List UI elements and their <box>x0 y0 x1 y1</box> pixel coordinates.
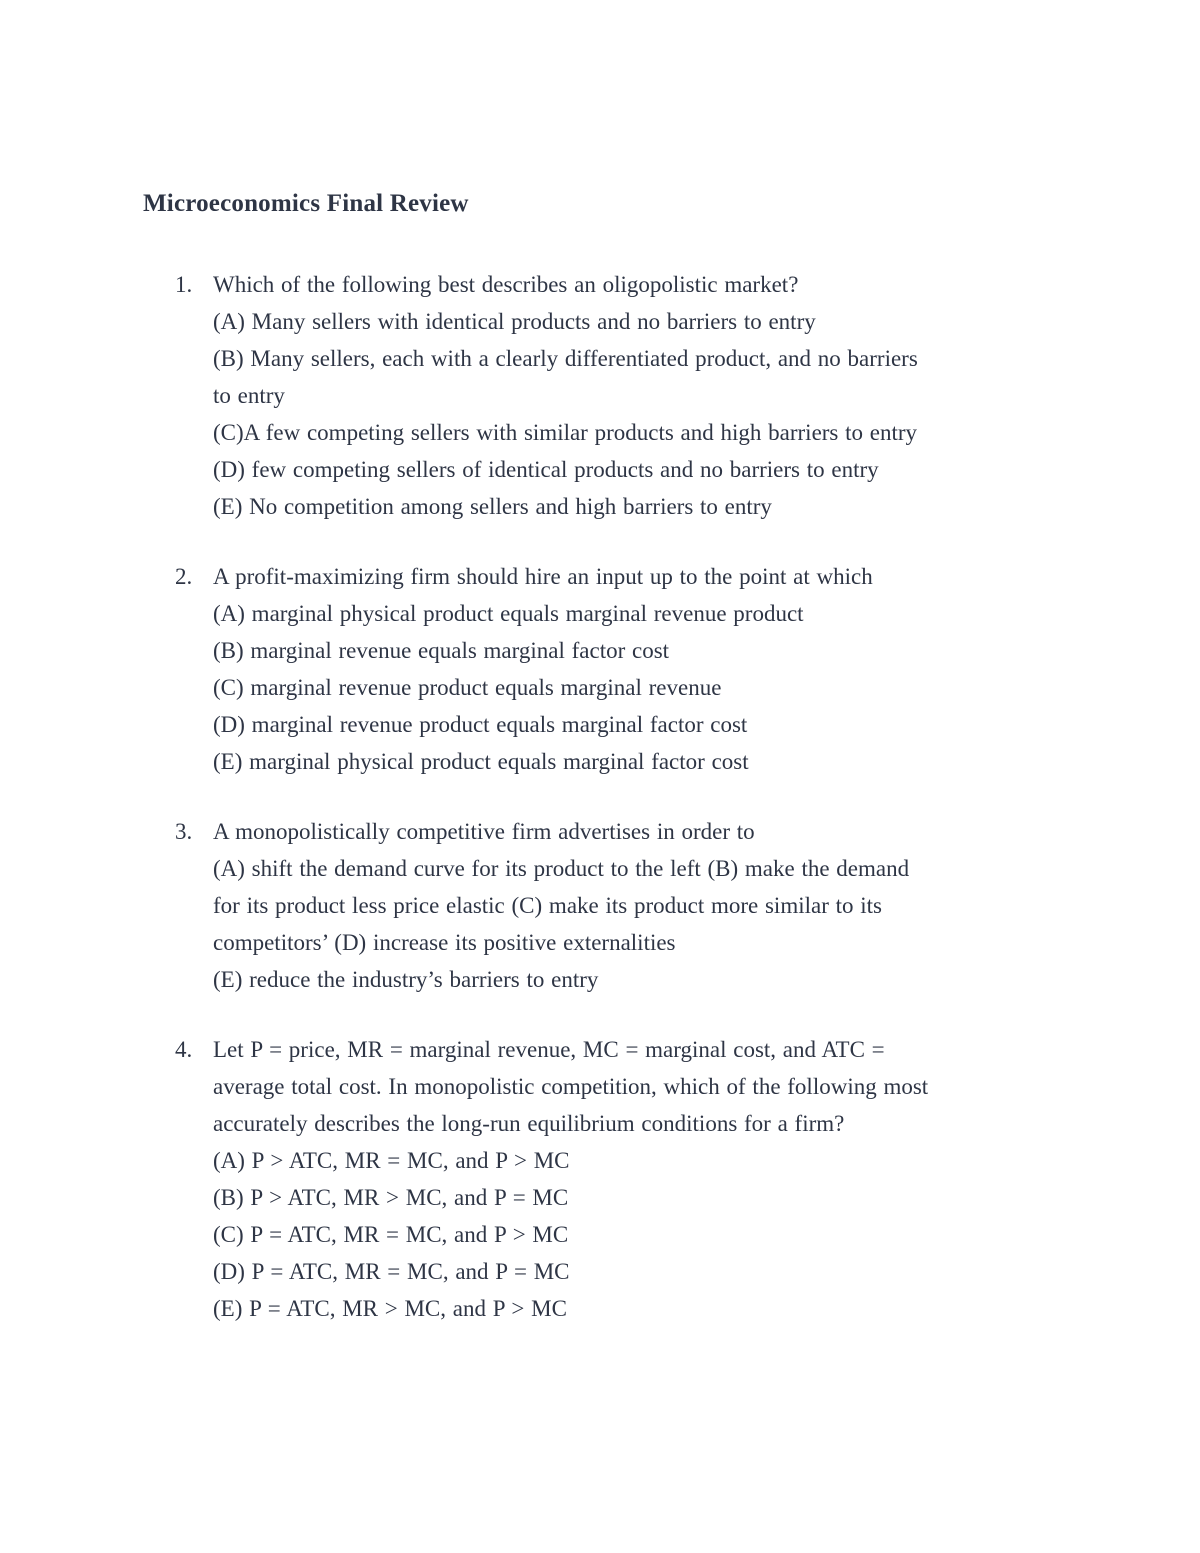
question <box>143 266 1140 525</box>
question-line: accurately describes the long-run equilibrium conditions for a firm? <box>213 1111 845 1136</box>
question-line: (B) P > ATC, MR > MC, and P = MC <box>213 1185 569 1210</box>
question-body <box>213 558 1083 780</box>
question-line: (A) P > ATC, MR = MC, and P > MC <box>213 1148 570 1173</box>
question-line: for its product less price elastic (C) make its product more similar to its <box>213 893 882 918</box>
question-line: (B) marginal revenue equals marginal factor cost <box>213 638 670 663</box>
question-line: A monopolistically competitive firm advertises in order to <box>213 819 755 844</box>
question-line: (B) Many sellers, each with a clearly differentiated product, and no barriers <box>213 346 918 371</box>
question-line: (C) P = ATC, MR = MC, and P > MC <box>213 1222 569 1247</box>
question-number: 4. <box>175 1037 193 1062</box>
question-line: competitors’ (D) increase its positive externalities <box>213 930 676 955</box>
page-title: Microeconomics Final Review <box>143 190 469 217</box>
question-line: (E) reduce the industry’s barriers to entry <box>213 967 599 992</box>
question-line: (D) P = ATC, MR = MC, and P = MC <box>213 1259 570 1284</box>
question-line: (D) marginal revenue product equals marginal factor cost <box>213 712 748 737</box>
question-line: (C)A few competing sellers with similar products and high barriers to entry <box>213 420 918 445</box>
question-line: Let P = price, MR = marginal revenue, MC = marginal cost, and ATC = <box>213 1037 885 1062</box>
question <box>143 1031 1140 1327</box>
question-number: 1. <box>175 272 193 297</box>
question-number: 3. <box>175 819 193 844</box>
question-line: (C) marginal revenue product equals marginal revenue <box>213 675 722 700</box>
question-line: Which of the following best describes an oligopolistic market? <box>213 272 799 297</box>
question-number: 2. <box>175 564 193 589</box>
question-line: average total cost. In monopolistic competition, which of the following most <box>213 1074 929 1099</box>
question-line: (E) No competition among sellers and high barriers to entry <box>213 494 772 519</box>
question <box>143 558 1140 780</box>
question-line: (A) Many sellers with identical products and no barriers to entry <box>213 309 816 334</box>
question-line: (E) P = ATC, MR > MC, and P > MC <box>213 1296 567 1321</box>
question-line: (A) shift the demand curve for its product to the left (B) make the demand <box>213 856 910 881</box>
question-line: (D) few competing sellers of identical products and no barriers to entry <box>213 457 879 482</box>
question-body <box>213 1031 1083 1327</box>
question-line: A profit-maximizing firm should hire an input up to the point at which <box>213 564 873 589</box>
question-line: (E) marginal physical product equals marginal factor cost <box>213 749 749 774</box>
question <box>143 813 1140 998</box>
question-body <box>213 266 1083 525</box>
question-line: to entry <box>213 383 285 408</box>
question-line: (A) marginal physical product equals marginal revenue product <box>213 601 804 626</box>
question-list <box>143 266 1140 1327</box>
question-body <box>213 813 1083 998</box>
